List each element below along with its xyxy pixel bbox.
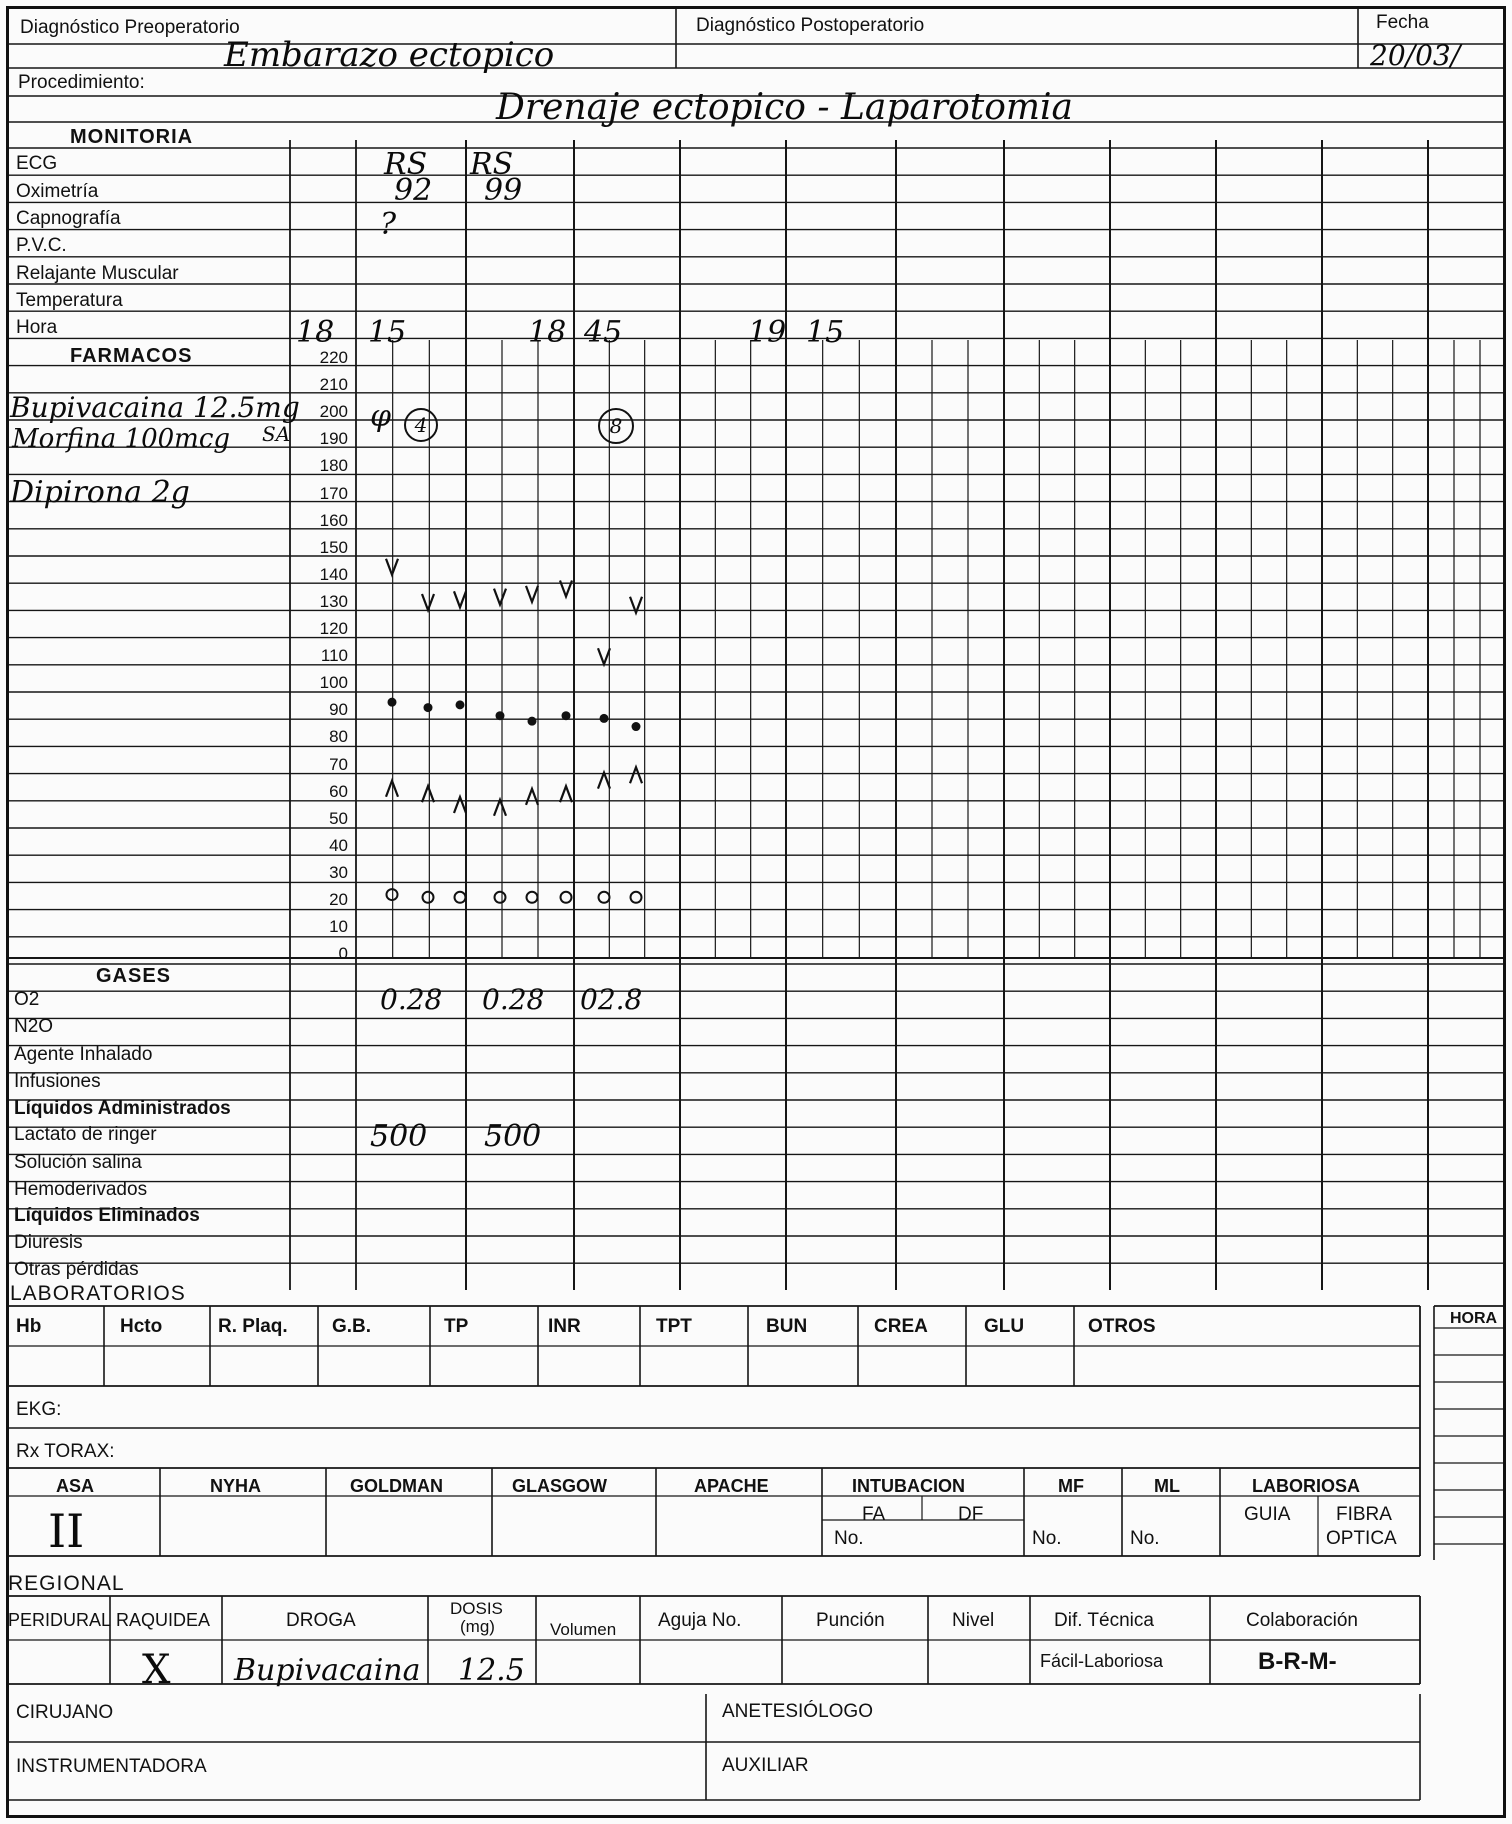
farmacos-title: FARMACOS bbox=[70, 345, 193, 367]
monitoria-title: MONITORIA bbox=[70, 126, 194, 148]
oxi-value-1: 92 bbox=[394, 173, 433, 208]
row-oximetria: Oximetría bbox=[16, 181, 99, 202]
drug-symbol-2: 4 bbox=[404, 408, 438, 442]
scale-tick-label: 120 bbox=[319, 619, 348, 638]
scale-tick-label: 150 bbox=[319, 537, 348, 557]
rx-torax-label: Rx TORAX: bbox=[16, 1441, 115, 1462]
lab-col-header: CREA bbox=[874, 1316, 928, 1337]
intubacion-fa: FA bbox=[862, 1504, 886, 1525]
scale-tick-label: 0 bbox=[338, 944, 348, 964]
scale-tick-label: 180 bbox=[319, 456, 348, 476]
eliminados-title: Líquidos Eliminados bbox=[14, 1205, 200, 1226]
scale-tick-label: 80 bbox=[329, 727, 348, 747]
lab-col-header: INR bbox=[548, 1316, 581, 1337]
auxiliar-label: AUXILIAR bbox=[722, 1755, 809, 1776]
row-lactato: Lactato de ringer bbox=[14, 1124, 157, 1145]
date-value: 20/03/ bbox=[1370, 39, 1461, 72]
col-nivel: Nivel bbox=[952, 1610, 995, 1631]
page-border bbox=[6, 6, 1506, 1818]
scale-tick-label: 200 bbox=[319, 402, 348, 422]
ecg-value-1: RS bbox=[384, 147, 428, 182]
scale-tick-label: 50 bbox=[329, 808, 348, 828]
brm-scale: B-R-M- bbox=[1258, 1648, 1337, 1675]
pre-diagnosis-label: Diagnóstico Preoperatorio bbox=[20, 17, 240, 38]
scale-tick-label: 100 bbox=[319, 673, 348, 693]
col-dosis: DOSIS bbox=[450, 1599, 503, 1618]
scale-tick-label: 160 bbox=[319, 510, 348, 530]
col-dif-tecnica: Dif. Técnica bbox=[1054, 1610, 1154, 1631]
mf-no: No. bbox=[1032, 1528, 1062, 1549]
scale-tick-label: 140 bbox=[319, 564, 348, 584]
row-diuresis: Diuresis bbox=[14, 1232, 83, 1253]
lab-col-header: GLU bbox=[984, 1316, 1025, 1337]
row-hemoderivados: Hemoderivados bbox=[14, 1179, 148, 1200]
oxi-value-2: 99 bbox=[484, 173, 523, 208]
scale-tick-label: 110 bbox=[320, 646, 348, 666]
hora-value-3: 18 bbox=[528, 315, 567, 350]
row-ecg: ECG bbox=[16, 153, 58, 174]
anestesiologo-label: ANETESIÓLOGO bbox=[722, 1701, 873, 1722]
capno-value: ? bbox=[380, 207, 397, 242]
scale-tick-label: 220 bbox=[319, 348, 348, 367]
droga-value: Bupivacaina bbox=[234, 1653, 421, 1688]
col-peridural: PERIDURAL bbox=[8, 1610, 112, 1630]
scale-tick-label: 40 bbox=[329, 835, 348, 855]
score-col-header: NYHA bbox=[210, 1476, 262, 1496]
ecg-value-2: RS bbox=[470, 147, 514, 182]
col-dosis-unit: (mg) bbox=[460, 1617, 495, 1636]
scale-tick-label: 190 bbox=[319, 429, 348, 449]
cirujano-label: CIRUJANO bbox=[16, 1702, 114, 1723]
laboriosa-fibra: FIBRA bbox=[1336, 1504, 1392, 1525]
row-capnografia: Capnografía bbox=[16, 208, 121, 229]
hora-value-2: 15 bbox=[368, 315, 407, 350]
laboratorios-title: LABORATORIOS bbox=[10, 1282, 186, 1305]
row-o2: O2 bbox=[14, 989, 40, 1010]
row-agente: Agente Inhalado bbox=[14, 1044, 153, 1065]
col-droga: DROGA bbox=[286, 1610, 356, 1631]
hora-value-4: 45 bbox=[584, 315, 623, 350]
row-relajante: Relajante Muscular bbox=[16, 263, 179, 284]
drug-symbol-1: φ bbox=[370, 399, 392, 434]
lab-col-header: G.B. bbox=[332, 1316, 372, 1337]
intubacion-no: No. bbox=[834, 1528, 864, 1549]
row-otras-perdidas: Otras pérdidas bbox=[14, 1259, 139, 1280]
score-col-header: MF bbox=[1058, 1476, 1084, 1496]
date-label: Fecha bbox=[1376, 12, 1429, 33]
lab-col-header: TP bbox=[444, 1316, 469, 1337]
post-diagnosis-label: Diagnóstico Postoperatorio bbox=[696, 15, 925, 36]
farmaco-2: Morfina 100mcg bbox=[12, 424, 231, 454]
col-colaboracion: Colaboración bbox=[1246, 1610, 1358, 1631]
lab-col-header: TPT bbox=[656, 1316, 692, 1337]
score-col-header: ASA bbox=[56, 1476, 95, 1496]
drug-symbol-3: 8 bbox=[598, 408, 634, 444]
scale-tick-label: 10 bbox=[329, 917, 348, 937]
procedure-value: Drenaje ectopico - Laparotomia bbox=[496, 87, 1074, 128]
pre-diagnosis-value: Embarazo ectopico bbox=[224, 35, 555, 75]
score-col-header: GLASGOW bbox=[512, 1476, 607, 1496]
score-col-header: APACHE bbox=[694, 1476, 769, 1496]
farmaco-note: SA bbox=[262, 422, 291, 446]
row-infusiones: Infusiones bbox=[14, 1071, 101, 1092]
laboriosa-optica: OPTICA bbox=[1326, 1528, 1397, 1549]
instrumentadora-label: INSTRUMENTADORA bbox=[16, 1756, 207, 1777]
hora-value-6: 15 bbox=[806, 315, 845, 350]
col-raquidea: RAQUIDEA bbox=[116, 1610, 211, 1630]
row-pvc: P.V.C. bbox=[16, 235, 67, 256]
laboriosa-guia: GUIA bbox=[1244, 1504, 1291, 1525]
row-salina: Solución salina bbox=[14, 1152, 142, 1173]
o2-value-2: 0.28 bbox=[482, 983, 545, 1016]
ekg-label: EKG: bbox=[16, 1399, 62, 1420]
col-volumen: Volumen bbox=[550, 1620, 617, 1639]
scale-tick-label: 90 bbox=[329, 700, 348, 720]
liquidos-title: Líquidos Administrados bbox=[14, 1098, 231, 1119]
scale-tick-label: 20 bbox=[329, 890, 348, 909]
score-col-header: GOLDMAN bbox=[350, 1476, 443, 1496]
asa-value: II bbox=[48, 1504, 85, 1558]
scale-tick-label: 170 bbox=[319, 483, 348, 503]
lactato-value-1: 500 bbox=[370, 1119, 428, 1154]
score-col-header: LABORIOSA bbox=[1252, 1476, 1360, 1496]
scale-tick-label: 30 bbox=[329, 862, 348, 882]
lab-col-header: Hb bbox=[16, 1316, 42, 1337]
o2-value-3: 02.8 bbox=[580, 983, 643, 1016]
farmaco-1: Bupivacaina 12.5mg bbox=[10, 391, 300, 424]
score-col-header: ML bbox=[1154, 1476, 1180, 1496]
scale-tick-label: 130 bbox=[319, 591, 348, 611]
col-puncion: Punción bbox=[816, 1610, 885, 1631]
scale-tick-label: 60 bbox=[329, 781, 348, 801]
score-col-header: INTUBACION bbox=[852, 1476, 965, 1496]
raquidea-value: X bbox=[142, 1647, 171, 1693]
dosis-value: 12.5 bbox=[458, 1653, 525, 1688]
lactato-value-2: 500 bbox=[484, 1119, 542, 1154]
lab-col-header: BUN bbox=[766, 1316, 808, 1337]
facil-laboriosa: Fácil-Laboriosa bbox=[1040, 1651, 1164, 1671]
row-hora: Hora bbox=[16, 317, 58, 338]
farmaco-3: Dipirona 2g bbox=[10, 475, 190, 510]
row-n2o: N2O bbox=[14, 1016, 54, 1037]
procedure-label: Procedimiento: bbox=[18, 72, 145, 93]
gases-title: GASES bbox=[96, 965, 172, 987]
row-temperatura: Temperatura bbox=[16, 290, 123, 311]
col-aguja: Aguja No. bbox=[658, 1610, 742, 1631]
hora-side-label: HORA bbox=[1450, 1310, 1498, 1327]
scale-tick-label: 210 bbox=[319, 375, 348, 395]
lab-col-header: R. Plaq. bbox=[218, 1316, 288, 1337]
o2-value-1: 0.28 bbox=[380, 983, 443, 1016]
hora-value-5: 19 bbox=[748, 315, 787, 350]
lab-col-header: Hcto bbox=[120, 1316, 163, 1337]
intubacion-df: DF bbox=[958, 1504, 984, 1525]
regional-title: REGIONAL bbox=[8, 1572, 125, 1595]
scale-tick-label: 70 bbox=[329, 754, 348, 774]
hora-value-1: 18 bbox=[296, 315, 335, 350]
ml-no: No. bbox=[1130, 1528, 1160, 1549]
lab-col-header: OTROS bbox=[1088, 1316, 1156, 1337]
